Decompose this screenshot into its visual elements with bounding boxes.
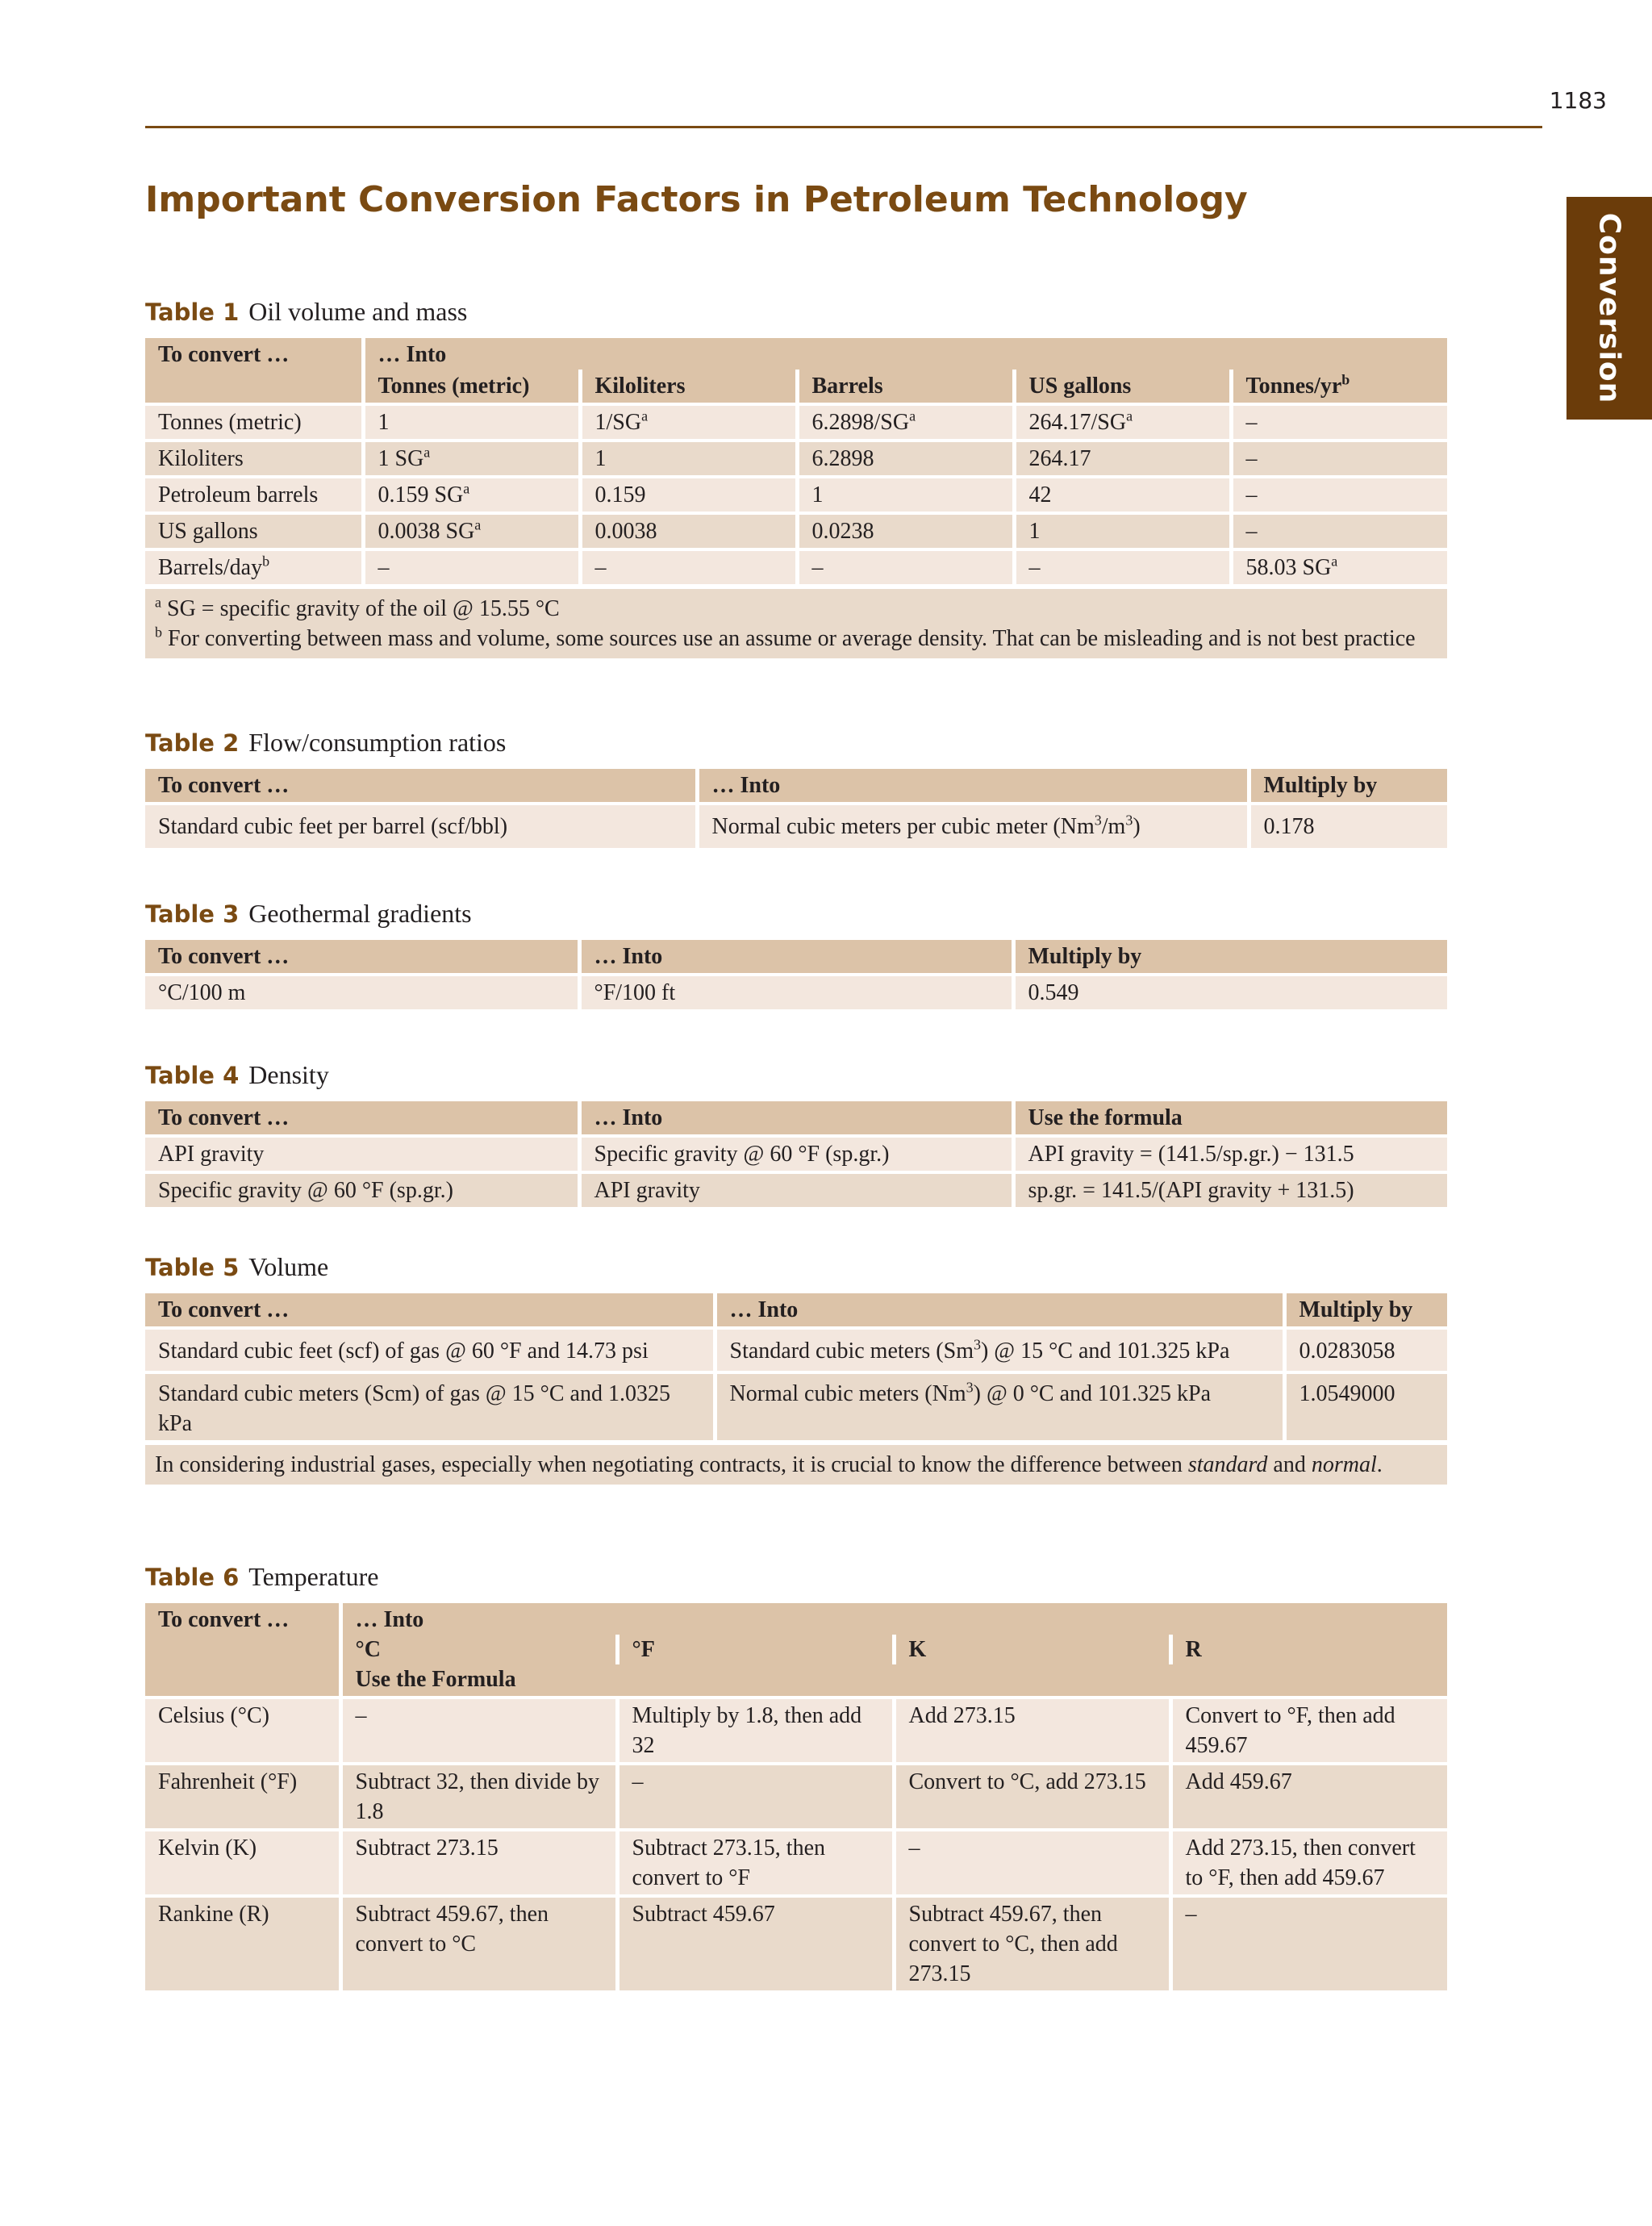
table-cell: 42 (1014, 477, 1231, 513)
table-3-header-convert: To convert … (145, 940, 579, 975)
table-cell: – (797, 549, 1014, 584)
table-row (145, 1372, 1447, 1440)
table-2-caption (145, 728, 1447, 758)
table-cell: 0.0038 (580, 513, 797, 549)
table-cell: – (1231, 513, 1447, 549)
table-3 (145, 940, 1447, 1009)
table-6-col-header: R (1170, 1635, 1447, 1664)
table-6-header-formula: Use the Formula (340, 1664, 1447, 1698)
table-3-title: Geothermal gradients (248, 899, 472, 928)
footnote-marker: b (155, 624, 162, 641)
table-6-header-into: … Into (340, 1603, 1447, 1635)
table-6-title: Temperature (248, 1562, 379, 1591)
cell-text: /m (1101, 814, 1126, 839)
table-cell: 0.0283058 (1284, 1328, 1447, 1372)
table-3-section (145, 899, 1447, 1009)
table-3-caption (145, 899, 1447, 929)
table-cell: Add 273.15 (894, 1698, 1170, 1764)
table-cell: 1 (363, 404, 580, 441)
table-6-col-header: K (894, 1635, 1170, 1664)
table-1-col-header: Tonnes (metric) (363, 370, 580, 404)
cell-text: Barrels/day (158, 555, 263, 580)
cell-text: 1 SG (378, 446, 424, 471)
table-cell: Standard cubic feet (scf) of gas @ 60 °F and 14.73 psi (145, 1328, 715, 1372)
note-text: In considering industrial gases, especially when negotiating contracts, it is crucial to know the difference between (155, 1452, 1183, 1477)
table-cell: °C/100 m (145, 975, 579, 1009)
cell-text: 0.0038 SG (378, 519, 475, 544)
table-cell: Specific gravity @ 60 °F (sp.gr.) (579, 1136, 1013, 1172)
cell-text: Normal cubic meters per cubic meter (Nm (711, 814, 1095, 839)
table-cell (363, 441, 580, 477)
cell-text: 0.159 SG (378, 482, 464, 507)
row-label: Kelvin (K) (145, 1830, 340, 1896)
cell-text: Normal cubic meters (Nm (729, 1381, 966, 1406)
table-cell: °F/100 ft (579, 975, 1013, 1009)
table-2-header-multiply: Multiply by (1249, 769, 1447, 804)
table-cell: Standard cubic meters (Scm) of gas @ 15 °C and 1.0325 kPa (145, 1372, 715, 1440)
table-row (145, 1172, 1447, 1207)
footnote-text: SG = specific gravity of the oil @ 15.55 °C (167, 596, 560, 621)
table-5-header-into: … Into (715, 1293, 1284, 1328)
table-1-caption (145, 297, 1447, 327)
table-3-header-multiply: Multiply by (1013, 940, 1447, 975)
table-4-title: Density (248, 1060, 329, 1089)
table-4-section (145, 1060, 1447, 1207)
cell-text: 6.2898/SG (811, 410, 910, 435)
table-cell: Subtract 273.15, then convert to °F (617, 1830, 894, 1896)
cell-text: 1/SG (594, 410, 642, 435)
table-row (145, 441, 1447, 477)
cell-text: 58.03 SG (1245, 555, 1332, 580)
footnote-b (155, 624, 1437, 654)
table-cell: Standard cubic feet per barrel (scf/bbl) (145, 804, 697, 848)
table-2-title: Flow/consumption ratios (248, 728, 507, 757)
table-6 (145, 1603, 1447, 1990)
table-3-header-into: … Into (579, 940, 1013, 975)
row-label: Petroleum barrels (145, 477, 363, 513)
page-number: 1183 (1549, 87, 1607, 114)
superscript: 3 (966, 1379, 974, 1396)
note-emphasis: standard (1187, 1452, 1268, 1477)
table-3-label: Table 3 (145, 900, 240, 928)
table-cell: 264.17 (1014, 441, 1231, 477)
cell-text: ) @ 15 °C and 101.325 kPa (980, 1339, 1230, 1364)
table-5-header-multiply: Multiply by (1284, 1293, 1447, 1328)
table-cell: 0.549 (1013, 975, 1447, 1009)
table-row (145, 1830, 1447, 1896)
superscript: 3 (1125, 812, 1133, 829)
table-cell: sp.gr. = 141.5/(API gravity + 131.5) (1013, 1172, 1447, 1207)
row-label: Celsius (°C) (145, 1698, 340, 1764)
footnote-marker: a (474, 516, 482, 533)
table-2-header-convert: To convert … (145, 769, 697, 804)
row-label: Kiloliters (145, 441, 363, 477)
superscript: 3 (973, 1336, 981, 1353)
side-tab (1566, 197, 1652, 420)
table-row (145, 1136, 1447, 1172)
table-4-header-formula: Use the formula (1013, 1101, 1447, 1136)
footnote-a (155, 594, 1437, 624)
table-cell: – (1170, 1896, 1447, 1990)
table-1 (145, 338, 1447, 584)
row-label: Fahrenheit (°F) (145, 1764, 340, 1830)
table-4-label: Table 4 (145, 1062, 240, 1089)
table-1-label: Table 1 (145, 299, 240, 326)
table-cell: Add 459.67 (1170, 1764, 1447, 1830)
table-row (145, 513, 1447, 549)
table-6-header-convert: To convert … (145, 1603, 340, 1698)
table-row (145, 477, 1447, 513)
table-cell: – (1231, 441, 1447, 477)
table-cell: Subtract 273.15 (340, 1830, 617, 1896)
header-rule (145, 126, 1542, 128)
table-cell (697, 804, 1249, 848)
table-cell: – (340, 1698, 617, 1764)
table-cell: Multiply by 1.8, then add 32 (617, 1698, 894, 1764)
table-cell (363, 477, 580, 513)
table-row (145, 975, 1447, 1009)
note-emphasis: normal (1311, 1452, 1377, 1477)
table-cell: API gravity = (141.5/sp.gr.) − 131.5 (1013, 1136, 1447, 1172)
table-cell: Subtract 459.67, then convert to °C, then add 273.15 (894, 1896, 1170, 1990)
table-cell (797, 404, 1014, 441)
row-label: Tonnes (metric) (145, 404, 363, 441)
table-cell: – (617, 1764, 894, 1830)
footnote-marker: b (1341, 371, 1350, 388)
table-cell: Convert to °C, add 273.15 (894, 1764, 1170, 1830)
table-cell: Convert to °F, then add 459.67 (1170, 1698, 1447, 1764)
table-row (145, 1328, 1447, 1372)
table-2-section (145, 728, 1447, 848)
table-1-header-convert: To convert … (145, 338, 363, 404)
table-1-col-header: Barrels (797, 370, 1014, 404)
table-1-section (145, 297, 1447, 658)
table-6-section (145, 1562, 1447, 1990)
table-2 (145, 769, 1447, 848)
table-cell: 6.2898 (797, 441, 1014, 477)
table-6-caption (145, 1562, 1447, 1592)
table-1-col-header: Kiloliters (580, 370, 797, 404)
table-cell: 0.178 (1249, 804, 1447, 848)
table-cell: – (1231, 404, 1447, 441)
table-1-col-header (1231, 370, 1447, 404)
table-cell (580, 404, 797, 441)
footnote-marker: a (155, 594, 161, 611)
table-cell: 1 (797, 477, 1014, 513)
table-5-label: Table 5 (145, 1254, 240, 1281)
footnote-marker: a (909, 407, 916, 424)
side-tab-label: Conversion (1592, 212, 1626, 404)
note-text: . (1376, 1452, 1383, 1477)
table-1-title: Oil volume and mass (248, 297, 468, 326)
table-cell: API gravity (145, 1136, 579, 1172)
table-4-header-convert: To convert … (145, 1101, 579, 1136)
table-cell: API gravity (579, 1172, 1013, 1207)
cell-text: ) (1133, 814, 1141, 839)
table-4 (145, 1101, 1447, 1207)
table-cell: 1.0549000 (1284, 1372, 1447, 1440)
table-cell: – (894, 1830, 1170, 1896)
footnote-marker: a (423, 444, 431, 461)
table-cell: Subtract 459.67, then convert to °C (340, 1896, 617, 1990)
table-cell: 0.159 (580, 477, 797, 513)
footnote-marker: a (463, 480, 470, 497)
row-label (145, 549, 363, 584)
table-1-footnotes (145, 589, 1447, 658)
table-cell: 1 (580, 441, 797, 477)
table-cell: – (363, 549, 580, 584)
table-cell: – (1231, 477, 1447, 513)
cell-text: 264.17/SG (1028, 410, 1127, 435)
page-title: Important Conversion Factors in Petroleum Technology (145, 179, 1248, 220)
table-5-note (145, 1445, 1447, 1485)
table-1-col-header: US gallons (1014, 370, 1231, 404)
table-row (145, 549, 1447, 584)
table-1-col-header-text: Tonnes/yr (1245, 374, 1342, 399)
table-5-caption (145, 1252, 1447, 1282)
table-cell: Subtract 32, then divide by 1.8 (340, 1764, 617, 1830)
table-cell (363, 513, 580, 549)
table-cell (715, 1372, 1284, 1440)
row-label: Rankine (R) (145, 1896, 340, 1990)
table-row (145, 1764, 1447, 1830)
table-cell: – (580, 549, 797, 584)
table-4-caption (145, 1060, 1447, 1090)
table-2-label: Table 2 (145, 729, 240, 757)
table-6-col-header: °C (340, 1635, 617, 1664)
footnote-text: For converting between mass and volume, some sources use an assume or average density. That can be misleading and is not best practice (168, 626, 1416, 651)
table-6-label: Table 6 (145, 1564, 240, 1591)
table-cell (1231, 549, 1447, 584)
table-6-col-header: °F (617, 1635, 894, 1664)
superscript: 3 (1094, 812, 1102, 829)
table-cell: – (1014, 549, 1231, 584)
note-text: and (1273, 1452, 1306, 1477)
table-5-title: Volume (248, 1252, 329, 1281)
table-row (145, 804, 1447, 848)
footnote-marker: a (641, 407, 649, 424)
footnote-marker: a (1331, 553, 1338, 570)
table-row (145, 1896, 1447, 1990)
table-cell (1014, 404, 1231, 441)
cell-text: ) @ 0 °C and 101.325 kPa (973, 1381, 1212, 1406)
table-5 (145, 1293, 1447, 1440)
table-1-header-into: … Into (363, 338, 1447, 370)
table-cell: Subtract 459.67 (617, 1896, 894, 1990)
footnote-marker: a (1126, 407, 1133, 424)
footnote-marker: b (262, 553, 270, 570)
table-5-header-convert: To convert … (145, 1293, 715, 1328)
table-4-header-into: … Into (579, 1101, 1013, 1136)
table-cell: 1 (1014, 513, 1231, 549)
table-cell (715, 1328, 1284, 1372)
table-5-section (145, 1252, 1447, 1485)
table-row (145, 1698, 1447, 1764)
row-label: US gallons (145, 513, 363, 549)
table-row (145, 404, 1447, 441)
table-2-header-into: … Into (697, 769, 1249, 804)
cell-text: Standard cubic meters (Sm (729, 1339, 974, 1364)
table-cell: Add 273.15, then convert to °F, then add 459.67 (1170, 1830, 1447, 1896)
table-cell: 0.0238 (797, 513, 1014, 549)
table-cell: Specific gravity @ 60 °F (sp.gr.) (145, 1172, 579, 1207)
